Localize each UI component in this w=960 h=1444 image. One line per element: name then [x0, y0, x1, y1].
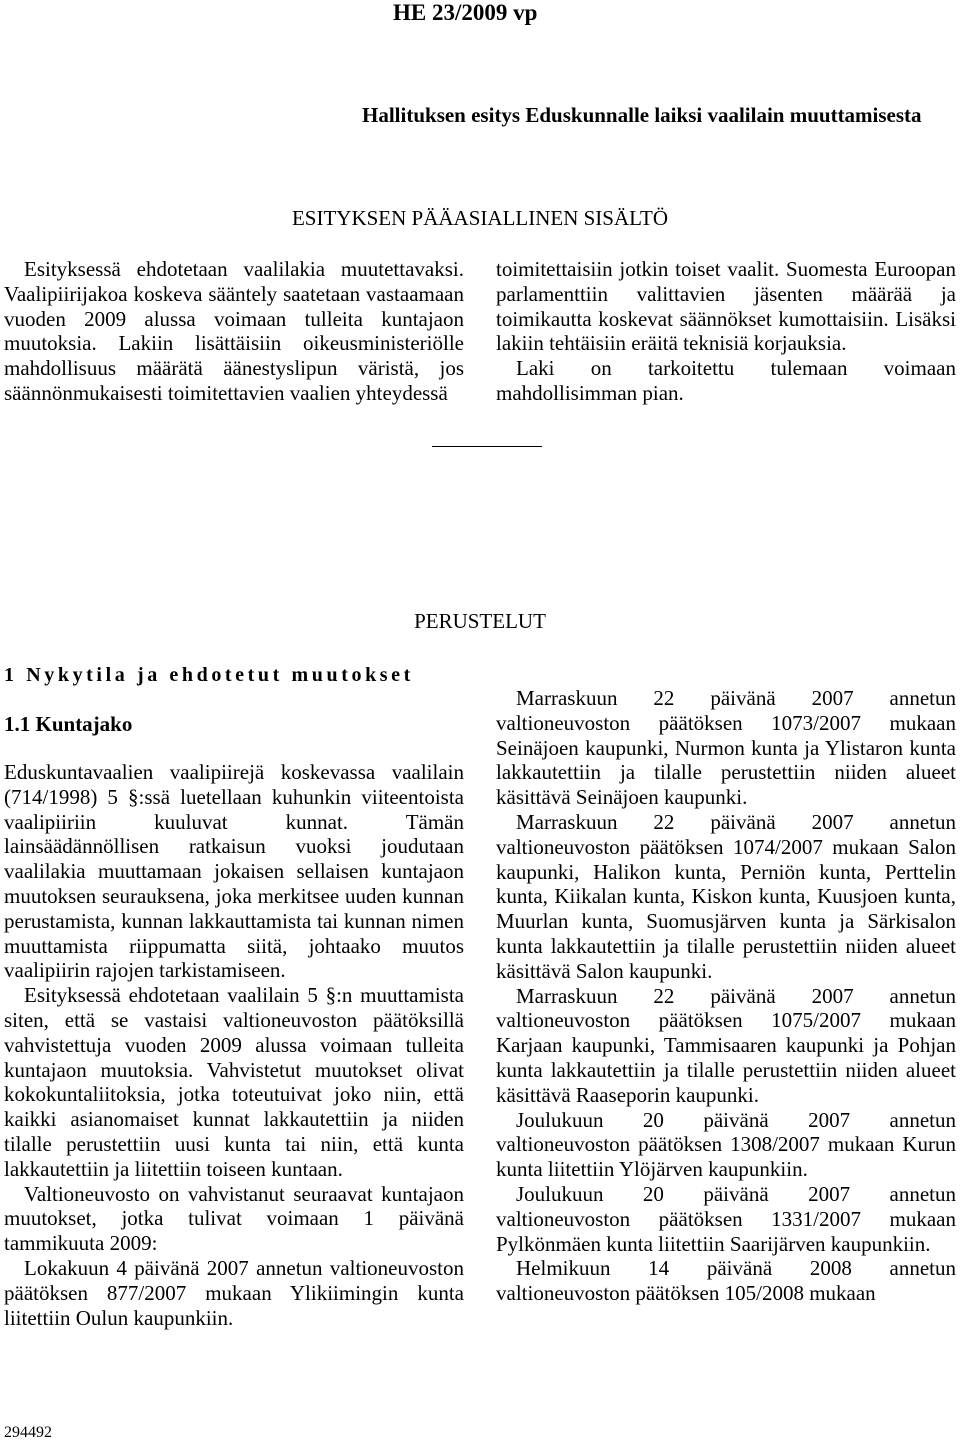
body-paragraph: Marraskuun 22 päivänä 2007 annetun valtioneuvoston päätöksen 1073/2007 mukaan Seinäjoen kaupunki, Nurmon kunta ja Ylistaron kunta lakkautettiin ja tilalle perustettiin niiden alueet käsittävä Seinäjoen kaupunki. [496, 686, 956, 810]
body-paragraph: Helmikuun 14 päivänä 2008 annetun valtioneuvoston päätöksen 105/2008 mukaan [496, 1256, 956, 1306]
document-title: Hallituksen esitys Eduskunnalle laiksi vaalilain muuttamisesta [362, 103, 922, 127]
perustelut-heading: PERUSTELUT [414, 609, 546, 633]
body-paragraph: Marraskuun 22 päivänä 2007 annetun valtioneuvoston päätöksen 1075/2007 mukaan Karjaan kaupunki, Tammisaaren kaupunki ja Pohjan kunta lakkautettiin ja tilalle perustettiin niiden alueet käsittävä Raaseporin kaupunki. [496, 983, 956, 1107]
summary-paragraph: Esityksessä ehdotetaan vaalilakia muutettavaksi. Vaalipiirijakoa koskeva sääntely saatetaan vastaamaan vuoden 2009 alussa voimaan tulleita kuntajaon muutoksia. Lakiin lisättäisiin oikeusministeriölle mahdollisuus määrätä äänestyslipun väristä, jos säännönmukaisesti toimitettavien vaalien yhteydessä [4, 257, 464, 405]
body-paragraph: Marraskuun 22 päivänä 2007 annetun valtioneuvoston päätöksen 1074/2007 mukaan Salon kaupunki, Halikon kunta, Perniön kunta, Perttelin kunta, Kiikalan kunta, Kiskon kunta, Kuusjoen kunta, Muurlan kunta, Suomusjärven kunta ja Särkisalon kunta lakkautettiin ja tilalle perustettiin niiden alueet käsittävä Salon kaupunki. [496, 809, 956, 983]
section-heading: 1 Nykytila ja ehdotetut muutokset [4, 664, 414, 686]
body-paragraph: Joulukuun 20 päivänä 2007 annetun valtioneuvoston päätöksen 1331/2007 mukaan Pylkönmäen kunta liitettiin Saarijärven kaupunkiin. [496, 1181, 956, 1256]
body-paragraph: Joulukuun 20 päivänä 2007 annetun valtioneuvoston päätöksen 1308/2007 mukaan Kurun kunta liitettiin Ylöjärven kaupunkiin. [496, 1107, 956, 1182]
section-divider [432, 446, 542, 447]
body-left-column [4, 760, 464, 1330]
summary-right-column [496, 257, 956, 406]
body-paragraph: Valtioneuvosto on vahvistanut seuraavat kuntajaon muutokset, jotka tulivat voimaan 1 päivänä tammikuuta 2009: [4, 1181, 464, 1256]
summary-left-column [4, 257, 464, 406]
document-id: HE 23/2009 vp [393, 0, 538, 25]
summary-paragraph: Laki on tarkoitettu tulemaan voimaan mahdollisimman pian. [496, 356, 956, 405]
body-paragraph: Lokakuun 4 päivänä 2007 annetun valtioneuvoston päätöksen 877/2007 mukaan Ylikiimingin kunta liitettiin Oulun kaupunkiin. [4, 1255, 464, 1330]
body-paragraph: Esityksessä ehdotetaan vaalilain 5 §:n muuttamista siten, että se vastaisi valtioneuvoston päätöksillä vahvistettuja vuoden 2009 alussa voimaan tulleita kuntajaon muutoksia. Vahvistetut muutokset olivat kokokuntaliitoksia, jotka toteutuivat joko niin, että kaikki asianomaiset kunnat lakkautettiin ja niiden tilalle perustettiin uusi kunta tai niin, että kunta lakkautettiin ja liitettiin toiseen kuntaan. [4, 983, 464, 1181]
footer-code: 294492 [4, 1424, 52, 1441]
summary-heading: ESITYKSEN PÄÄASIALLINEN SISÄLTÖ [291, 206, 669, 230]
body-paragraph: Eduskuntavaalien vaalipiirejä koskevassa vaalilain (714/1998) 5 §:ssä luetellaan kuhunkin viiteentoista vaalipiiriin kuuluvat kunnat. Tämän lainsäädännöllisen ratkaisun vuoksi joudutaan vaalilakia muuttamaan jokaisen sellaisen kuntajaon muutoksen seurauksena, joka merkitsee uuden kunnan perustamista, kunnan lakkauttamista tai kunnan nimen muuttamista riippumatta siitä, johtaako muutos vaalipiirin rajojen tarkistamiseen. [4, 760, 464, 983]
summary-paragraph: toimitettaisiin jotkin toiset vaalit. Suomesta Euroopan parlamenttiin valittavien jäsenten määrää ja toimikautta koskevat säännökset kumottaisiin. Lisäksi lakiin tehtäisiin eräitä teknisiä korjauksia. [496, 257, 956, 356]
subsection-heading: 1.1 Kuntajako [4, 712, 133, 736]
body-right-column [496, 686, 956, 1306]
